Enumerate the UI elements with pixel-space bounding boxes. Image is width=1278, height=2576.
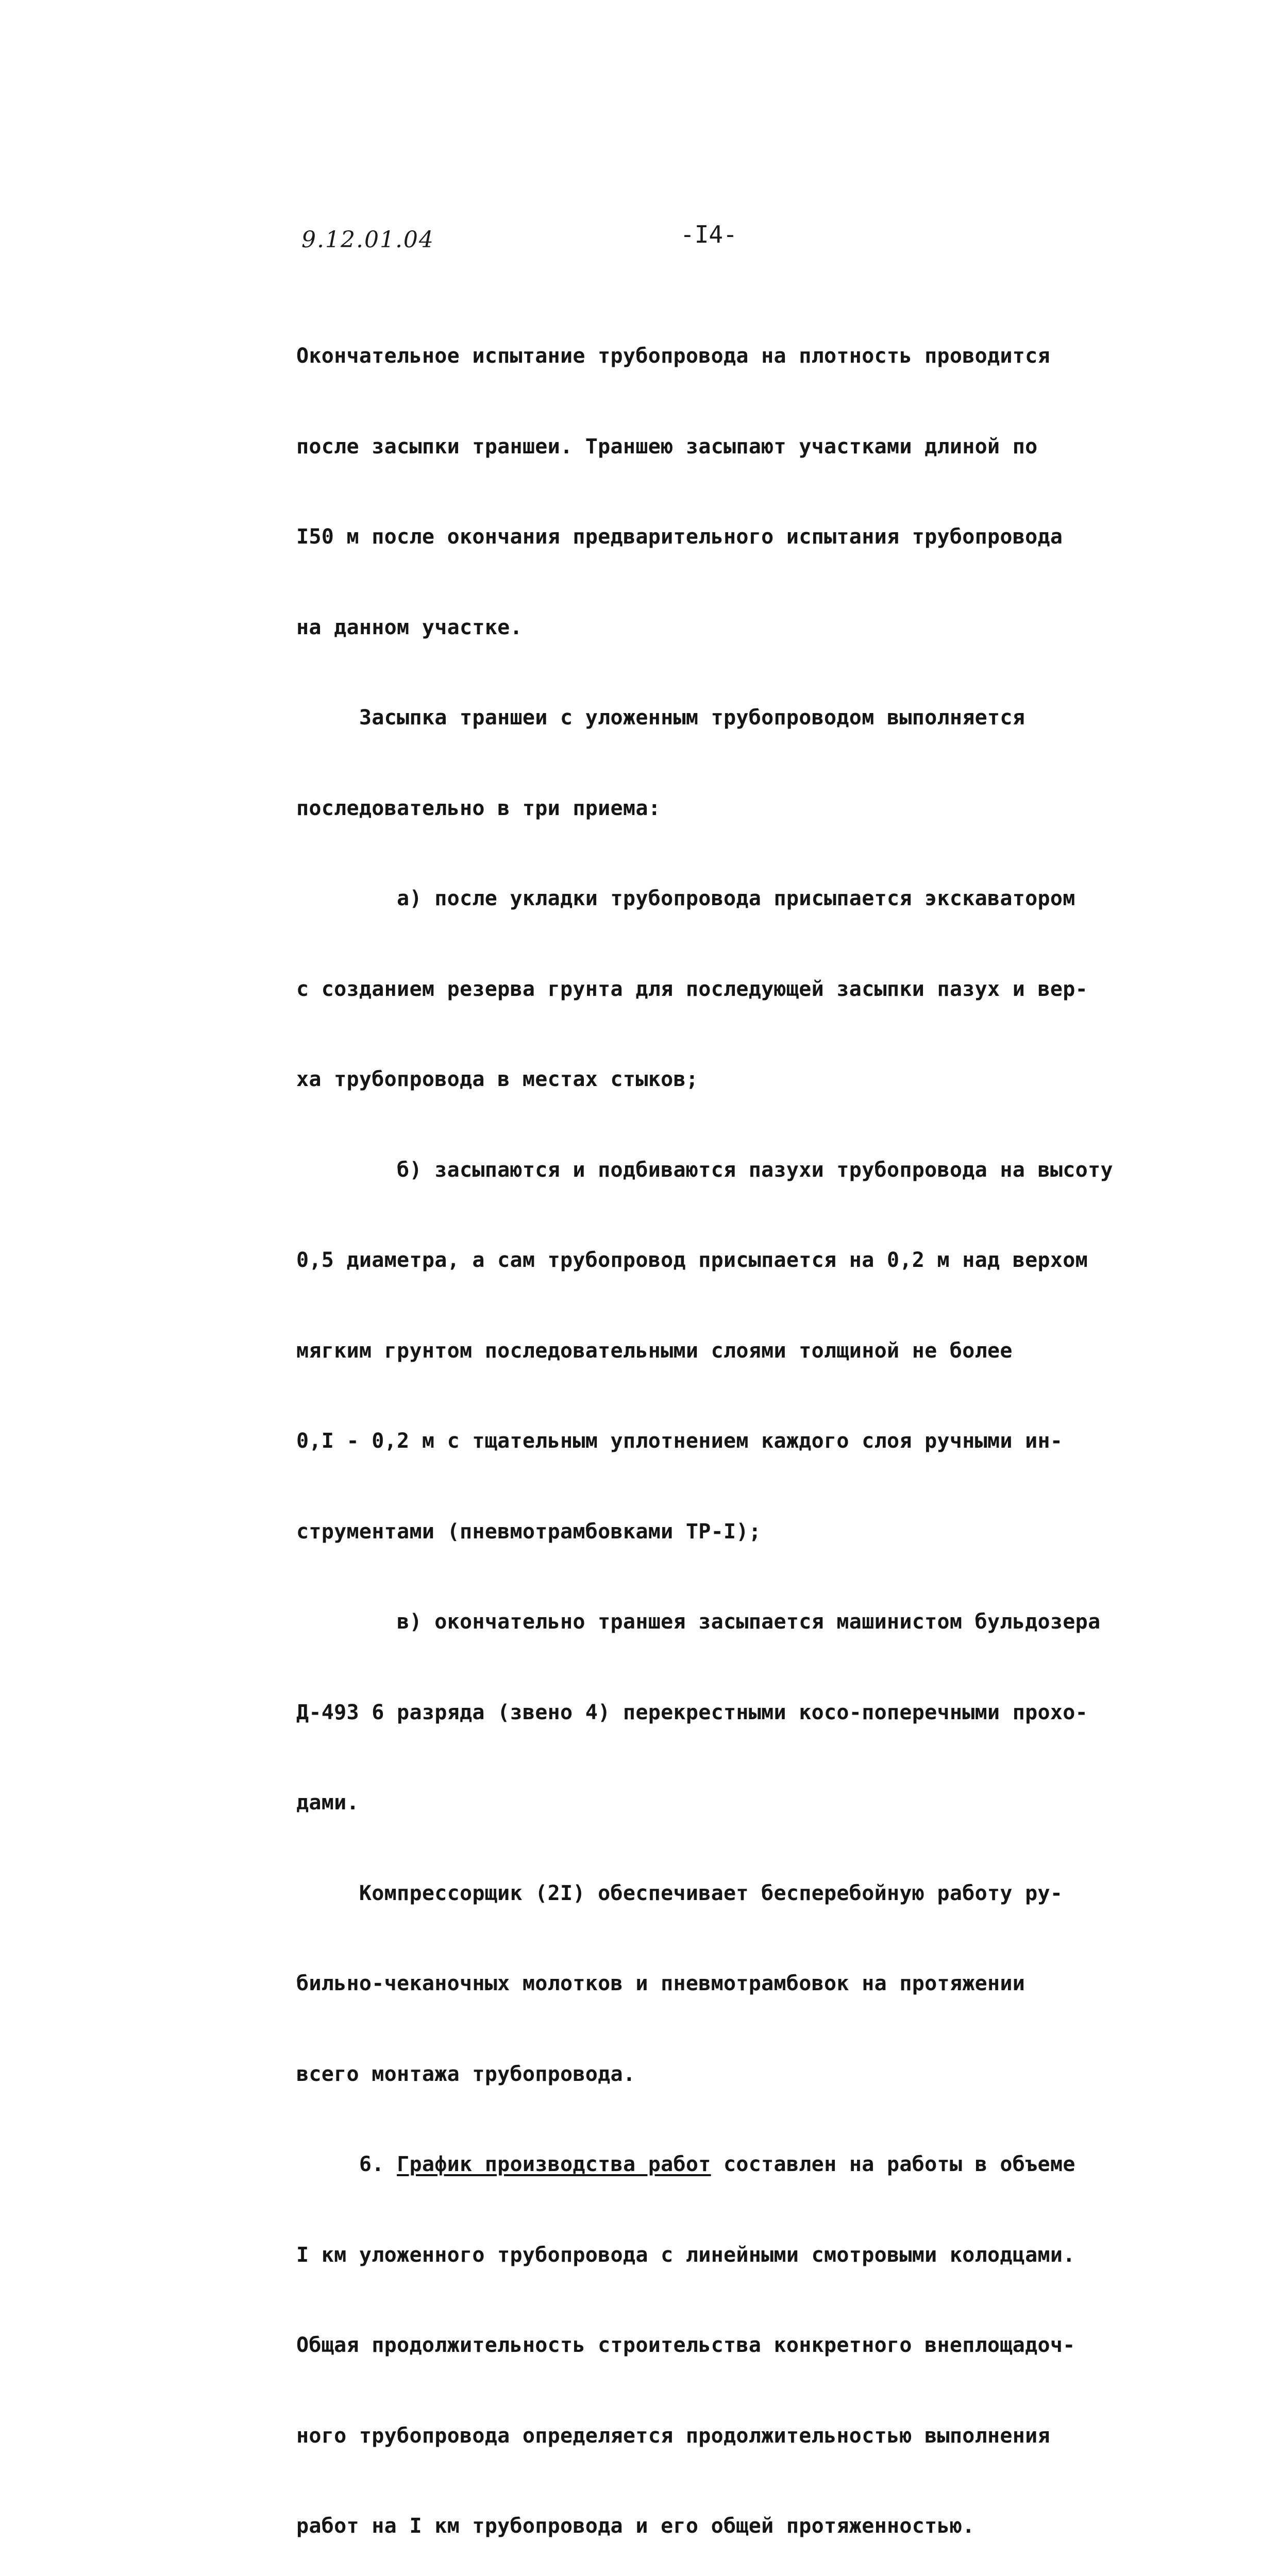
text-line: мягким грунтом последовательными слоями толщиной не более [296,1338,1013,1363]
text-line: всего монтажа трубопровода. [296,2062,636,2086]
text-line: I50 м после окончания предварительного испытания трубопровода [296,525,1063,549]
text-line: б) засыпаются и подбиваются пазухи трубопровода на высоту [296,1158,1113,1182]
text-line: 0,5 диаметра, а сам трубопровод присыпается на 0,2 м над верхом [296,1248,1088,1272]
section-6-line [296,2149,1111,2180]
text-line: последовательно в три приема: [296,796,661,820]
body-text [296,281,1111,2576]
section-6-heading: График производства работ [397,2153,711,2176]
text-line: ного трубопровода определяется продолжительностью выполнения [296,2424,1050,2448]
text-line: Окончательное испытание трубопровода на плотность проводится [296,344,1050,368]
text-line: Общая продолжительность строительства конкретного внеплощадоч- [296,2333,1075,2357]
document-code: 9.12.01.04 [301,227,434,253]
section-6-indent: 6. [296,2153,397,2176]
text-line: Засыпка траншеи с уложенным трубопроводом выполняется [296,706,1025,730]
text-line: бильно-чеканочных молотков и пневмотрамбовок на протяжении [296,1972,1025,1995]
page-number: -I4- [680,221,737,248]
text-line: работ на I км трубопровода и его общей протяженностью. [296,2514,975,2538]
text-line: а) после укладки трубопровода присыпается экскаватором [296,887,1075,910]
section-6-text: составлен на работы в объеме [711,2153,1075,2176]
text-line: ха трубопровода в местах стыков; [296,1067,699,1091]
text-line: 0,I - 0,2 м с тщательным уплотнением каждого слоя ручными ин- [296,1429,1063,1453]
text-line: Компрессорщик (2I) обеспечивает бесперебойную работу ру- [296,1881,1063,1905]
text-line: после засыпки траншеи. Траншею засыпают участками длиной по [296,434,1038,459]
text-line: в) окончательно траншея засыпается машинистом бульдозера [296,1610,1101,1634]
text-line: дами. [296,1791,359,1815]
text-line: Д-493 6 разряда (звено 4) перекрестными косо-поперечными прохо- [296,1700,1088,1724]
text-line: на данном участке. [296,615,523,639]
text-line: с созданием резерва грунта для последующей засыпки пазух и вер- [296,977,1088,1001]
text-line: струментами (пневмотрамбовками ТР-I); [296,1519,762,1544]
text-line: I км уложенного трубопровода с линейными смотровыми колодцами. [296,2243,1075,2267]
